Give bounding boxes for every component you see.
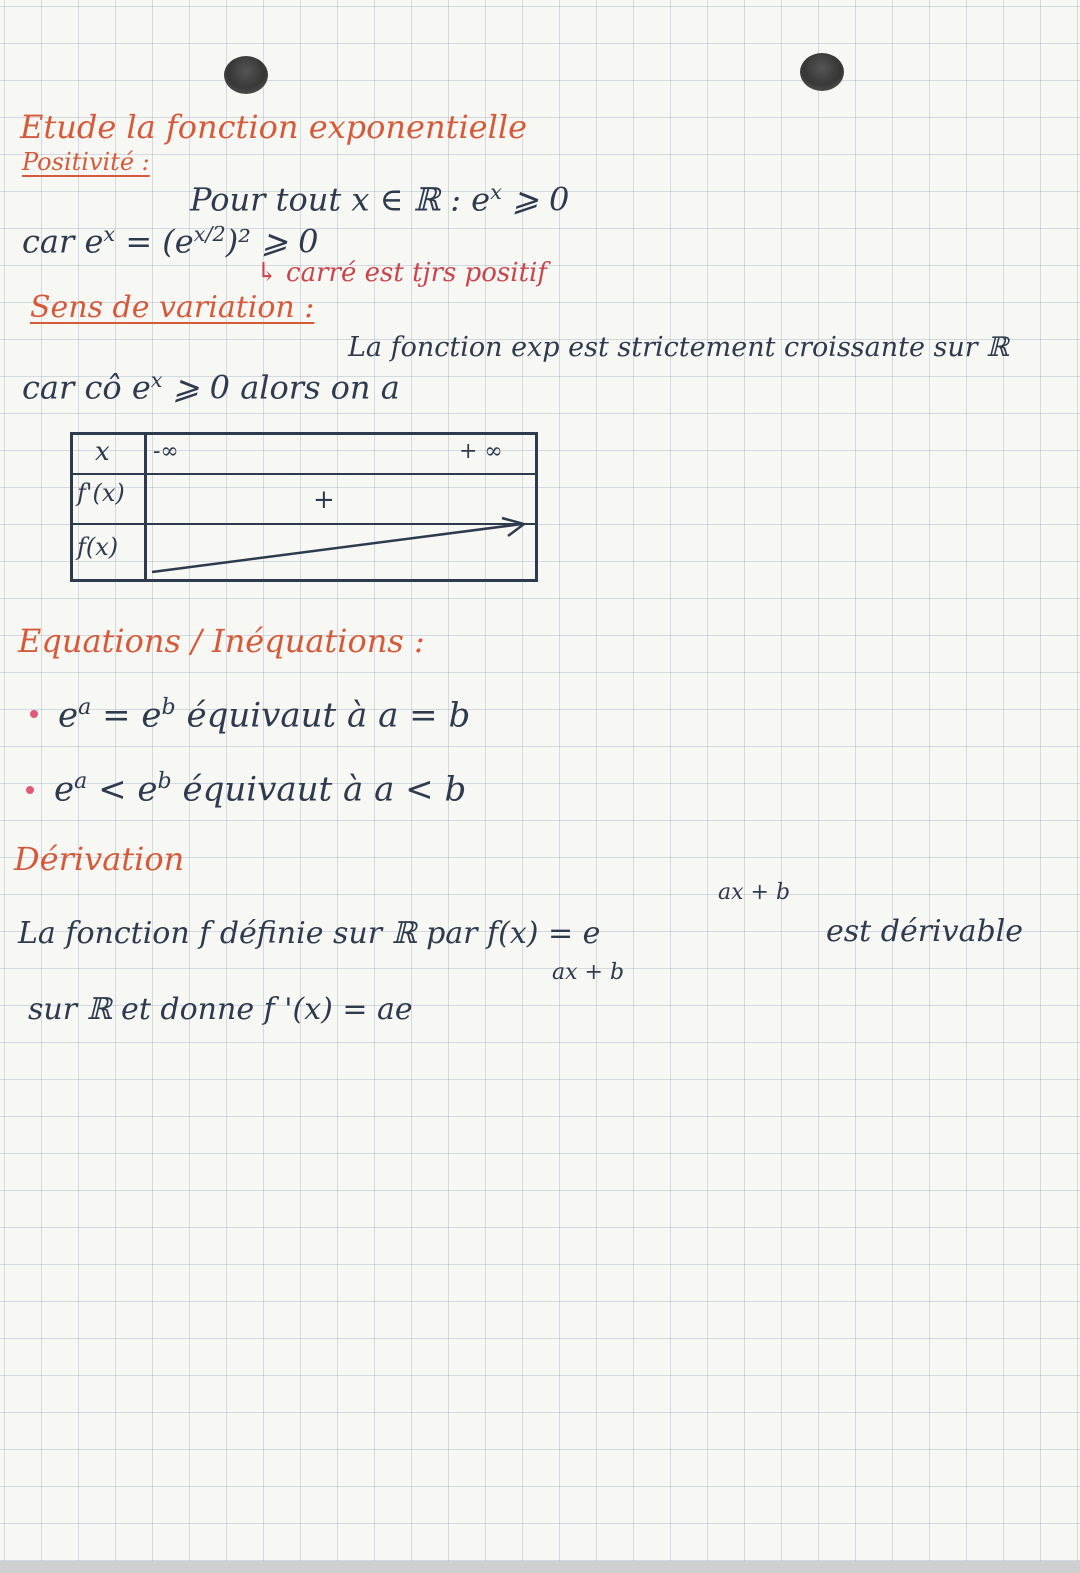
bullet-1 — [30, 710, 38, 718]
equation-2-lhs-exp: a — [74, 768, 88, 794]
positivity-note: ↳ carré est tjrs positif — [256, 258, 547, 288]
derivation-line-1: La fonction f définie sur ℝ par f(x) = e — [18, 916, 601, 951]
positivity-reason — [22, 222, 319, 261]
table-plus-infinity: + ∞ — [459, 439, 503, 464]
table-row-fprime-label: f'(x) — [77, 479, 125, 507]
equation-item-1 — [58, 694, 470, 735]
derivation-line-2-exp: ax + b — [552, 960, 625, 985]
table-row-f-label: f(x) — [77, 533, 119, 561]
increasing-arrow — [70, 432, 538, 582]
bullet-2 — [26, 786, 34, 794]
positivity-statement — [190, 180, 569, 219]
positivity-reason-inner-exp: x/2 — [193, 222, 226, 246]
equation-1-rhs-exp: b — [161, 694, 176, 720]
page-bottom-edge — [0, 1561, 1080, 1573]
variation-reason — [22, 368, 400, 407]
page-title: Etude la fonction exponentielle — [20, 108, 528, 146]
equation-1-lhs-exp: a — [78, 694, 92, 720]
variation-heading: Sens de variation : — [30, 290, 315, 325]
derivation-line-1-exp: ax + b — [718, 880, 791, 905]
positivity-statement-end: ⩾ 0 — [501, 180, 570, 219]
positivity-reason-prefix: car e — [22, 222, 104, 261]
derivation-line-2: sur ℝ et donne f '(x) = ae — [28, 992, 413, 1027]
table-row-x-label: x — [95, 437, 110, 467]
variation-table — [70, 432, 538, 582]
equation-2-rhs-exp: b — [157, 768, 172, 794]
positivity-statement-exp: x — [490, 180, 502, 204]
equation-2-text: équivaut à a < b — [171, 769, 467, 810]
equations-heading: Equations / Inéquations : — [18, 622, 425, 660]
derivation-heading: Dérivation — [14, 840, 185, 878]
equation-1-text: équivaut à a = b — [175, 695, 471, 736]
equation-item-2 — [54, 768, 466, 809]
equation-2-mid: < e — [87, 769, 158, 810]
table-minus-infinity: -∞ — [153, 439, 179, 464]
derivation-line-1-end: est dérivable — [826, 914, 1024, 949]
variation-reason-end: ⩾ 0 alors on a — [162, 368, 400, 407]
positivity-statement-text: Pour tout x ∈ ℝ : e — [190, 180, 491, 219]
variation-reason-exp: x — [150, 368, 163, 392]
positivity-reason-mid: = (e — [115, 222, 194, 261]
equation-1-mid: = e — [91, 695, 162, 736]
punch-hole-right — [800, 53, 844, 91]
variation-statement: La fonction exp est strictement croissante sur ℝ — [348, 332, 1009, 363]
variation-reason-prefix: car cô e — [22, 368, 151, 407]
positivity-heading: Positivité : — [22, 148, 150, 176]
punch-hole-left — [224, 56, 268, 94]
equation-1-lhs: e — [58, 695, 79, 736]
equation-2-lhs: e — [54, 769, 75, 810]
positivity-reason-end: )² ⩾ 0 — [225, 222, 319, 261]
table-sign-plus: + — [313, 485, 335, 515]
positivity-reason-exp: x — [103, 222, 116, 246]
